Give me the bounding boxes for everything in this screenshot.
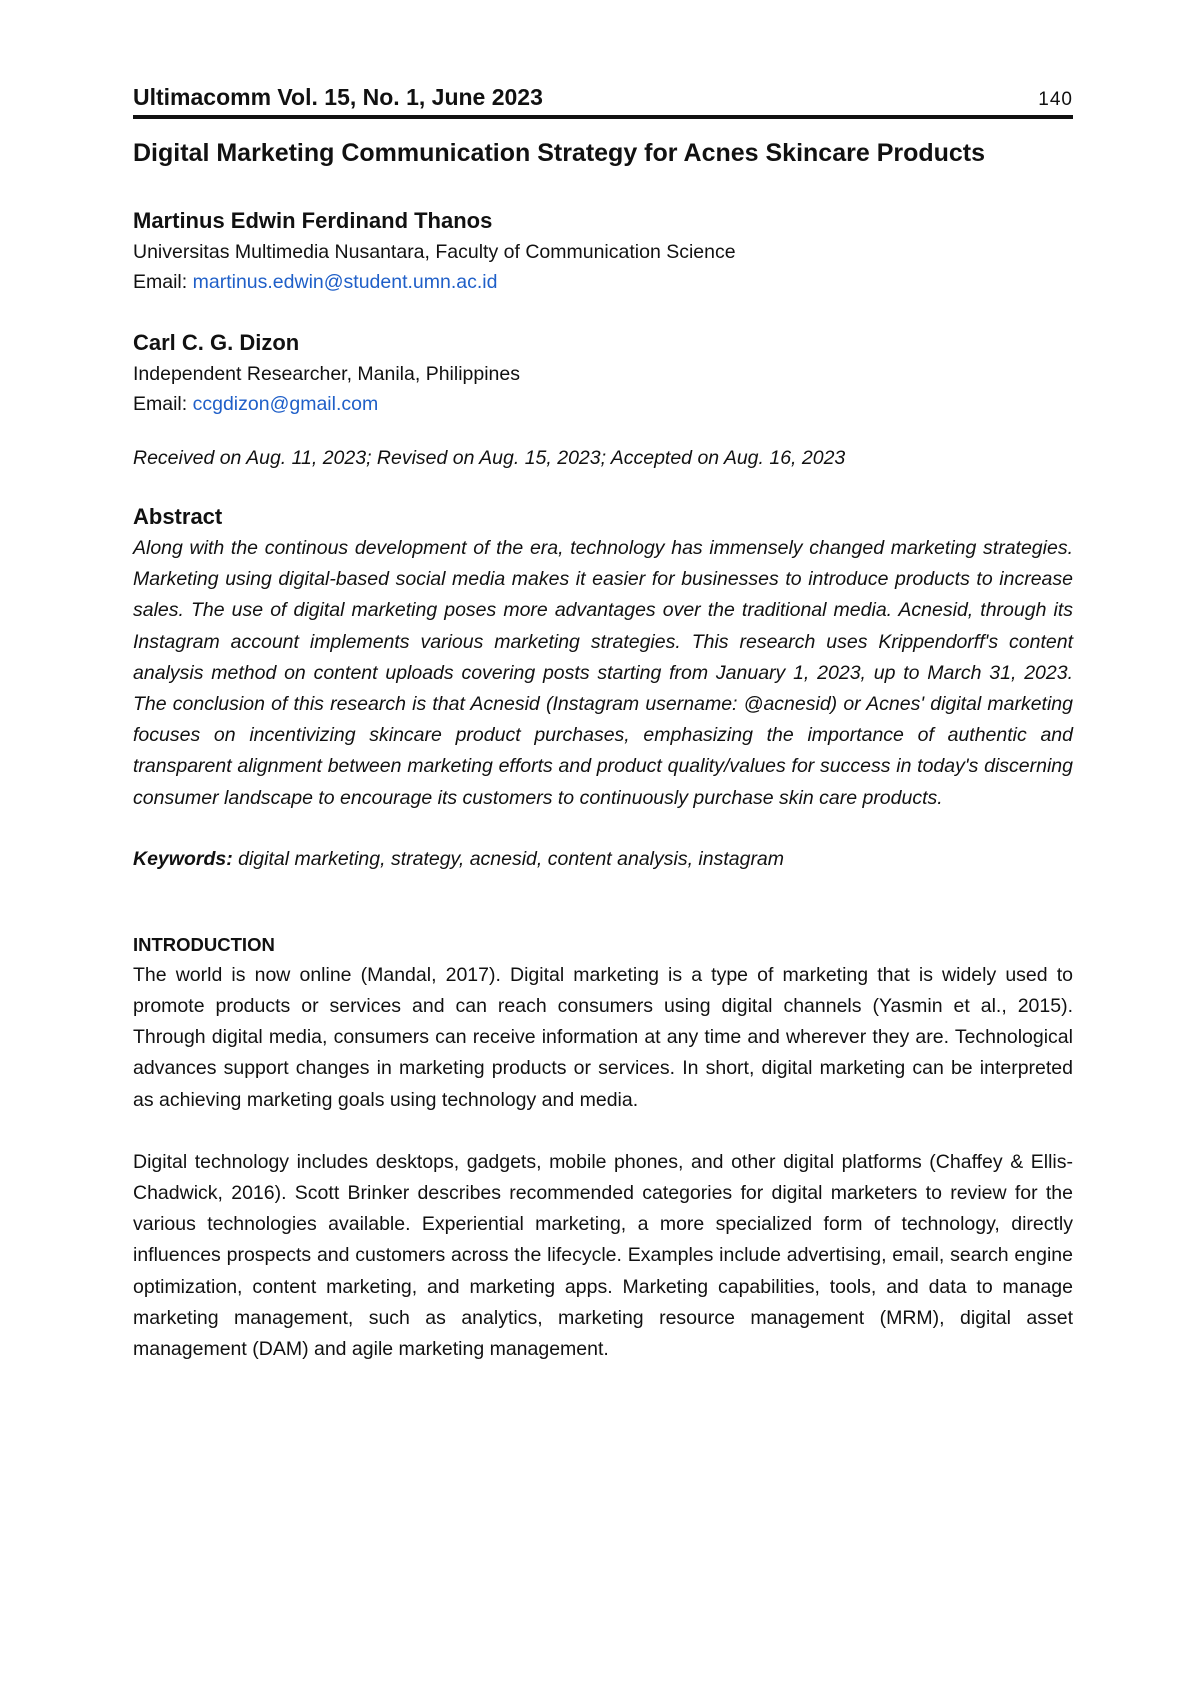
paper-title: Digital Marketing Communication Strategy for Acnes Skincare Products xyxy=(133,139,986,167)
author-email-link[interactable]: ccgdizon@gmail.com xyxy=(192,393,379,415)
section-heading-introduction: INTRODUCTION xyxy=(133,933,275,955)
submission-dates: Received on Aug. 11, 2023; Revised on Aug. 15, 2023; Accepted on Aug. 16, 2023 xyxy=(133,447,846,469)
author-affiliation: Independent Researcher, Manila, Philippines xyxy=(133,363,521,385)
abstract-text: Along with the continous development of the era, technology has immensely changed marketing strategies. Marketing using digital-based social media makes it easier for businesses to introduce products to increase sales. The use of digital marketing poses more advantages over the traditional media. Acnesid, through its Instagram account implements various marketing strategies. This research uses Krippendorff's content analysis method on content uploads covering posts starting from January 1, 2023, up to March 31, 2023. The conclusion of this research is that Acnesid (Instagram username: @acnesid) or Acnes' digital marketing focuses on incentivizing skincare product purchases, emphasizing the importance of authentic and transparent alignment between marketing efforts and product quality/values for success in today's discerning consumer landscape to encourage its customers to continuously purchase skin care products. xyxy=(133,537,1073,809)
journal-citation: Ultimacomm Vol. 15, No. 1, June 2023 xyxy=(133,84,543,110)
author-name: Martinus Edwin Ferdinand Thanos xyxy=(133,208,493,233)
author-name: Carl C. G. Dizon xyxy=(133,330,300,355)
page-number: 140 xyxy=(1038,89,1073,110)
running-header xyxy=(133,84,1073,119)
keywords-text: digital marketing, strategy, acnesid, content analysis, instagram xyxy=(232,847,785,870)
author-block-1 xyxy=(133,205,1073,297)
paper-page xyxy=(133,84,1073,1365)
author-affiliation: Universitas Multimedia Nusantara, Faculty of Communication Science xyxy=(133,241,736,263)
author-email-line xyxy=(133,267,1073,297)
author-email-line xyxy=(133,389,1073,419)
keywords-line xyxy=(133,844,1073,874)
abstract-heading: Abstract xyxy=(133,504,223,529)
email-label: Email: xyxy=(133,271,193,293)
keywords-label: Keywords: xyxy=(133,847,233,870)
author-email-link[interactable]: martinus.edwin@student.umn.ac.id xyxy=(192,271,498,293)
body-paragraph: The world is now online (Mandal, 2017). Digital marketing is a type of marketing that is widely used to promote products or services and can reach consumers using digital channels (Yasmin et al., 2015). Through digital media, consumers can receive information at any time and wherever they are. Technological advances support changes in marketing products or services. In short, digital marketing can be interpreted as achieving marketing goals using technology and media. xyxy=(133,963,1073,1111)
author-block-2 xyxy=(133,327,1073,419)
email-label: Email: xyxy=(133,393,193,415)
body-paragraph: Digital technology includes desktops, gadgets, mobile phones, and other digital platforms (Chaffey & Ellis-Chadwick, 2016). Scott Brinker describes recommended categories for digital marketers to review for the various technologies available. Experiential marketing, a more specialized form of technology, directly influences prospects and customers across the lifecycle. Examples include advertising, email, search engine optimization, content marketing, and marketing apps. Marketing capabilities, tools, and data to manage marketing management, such as analytics, marketing resource management (MRM), digital asset management (DAM) and agile marketing management. xyxy=(133,1150,1073,1361)
